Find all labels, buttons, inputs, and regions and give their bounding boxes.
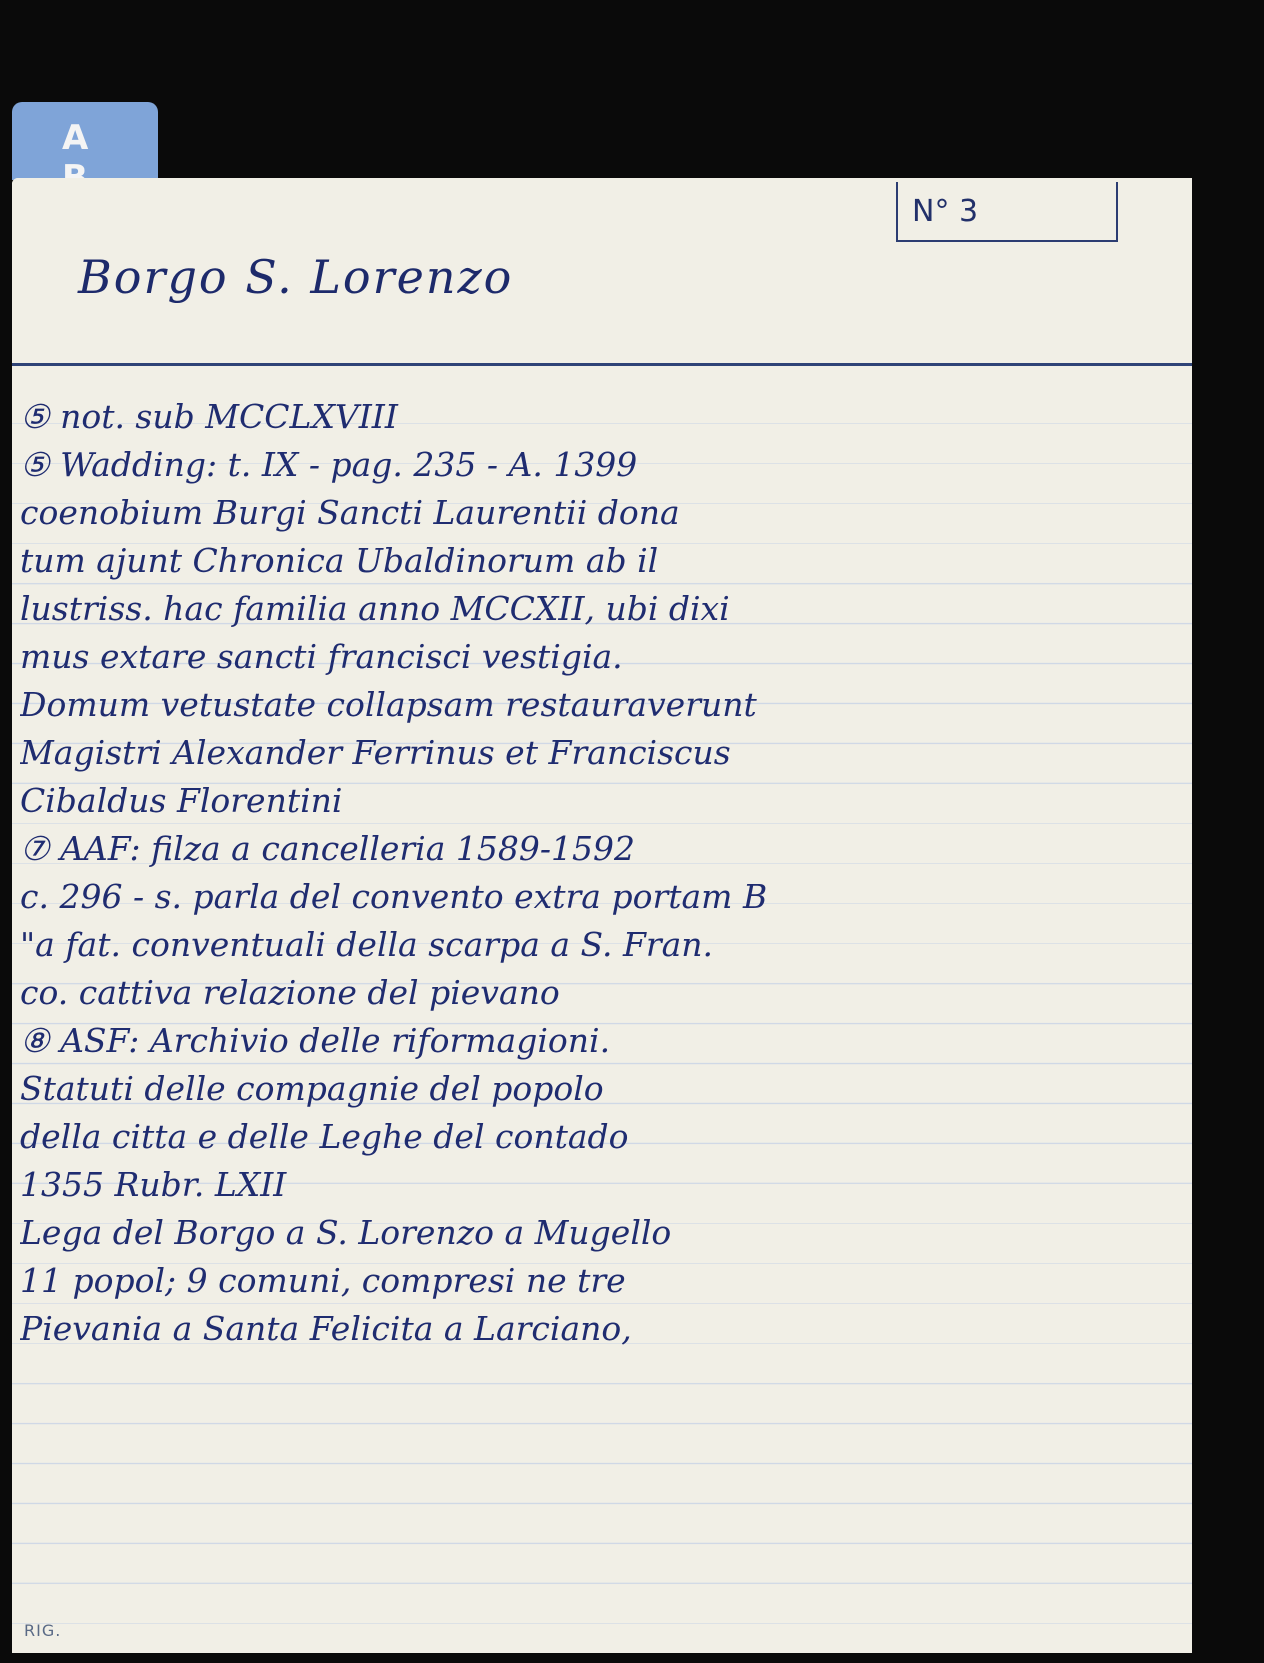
- body-line: Statuti delle compagnie del popolo: [20, 1069, 604, 1108]
- body-line: Lega del Borgo a S. Lorenzo a Mugello: [20, 1213, 672, 1252]
- body-line: lustriss. hac familia anno MCCXII, ubi dixi: [20, 589, 730, 628]
- body-line: ⑧ ASF: Archivio delle riformagioni.: [20, 1021, 611, 1060]
- body-line: mus extare sancti francisci vestigia.: [20, 637, 623, 676]
- body-line: co. cattiva relazione del pievano: [20, 973, 560, 1012]
- body-line: c. 296 - s. parla del convento extra portam B: [20, 877, 768, 916]
- card-body: [20, 393, 1180, 1353]
- body-line: della citta e delle Leghe del contado: [20, 1117, 629, 1156]
- body-line: Domum vetustate collapsam restauraverunt: [20, 685, 757, 724]
- body-line: Cibaldus Florentini: [20, 781, 343, 820]
- body-line: 11 popol; 9 comuni, compresi ne tre: [20, 1261, 626, 1300]
- body-line: tum ajunt Chronica Ubaldinorum ab il: [20, 541, 659, 580]
- body-line: Pievania a Santa Felicita a Larciano,: [20, 1309, 632, 1348]
- index-tab: [12, 102, 158, 180]
- tab-label: A: [62, 118, 101, 158]
- body-line: ⑤ Wadding: t. IX - pag. 235 - A. 1399: [20, 445, 638, 484]
- card-number-box: [896, 182, 1118, 242]
- printer-mark: RIG.: [24, 1621, 62, 1640]
- body-line: ⑦ AAF: filza a cancelleria 1589-1592: [20, 829, 636, 868]
- card-number: N° 3: [912, 194, 979, 229]
- body-line: 1355 Rubr. LXII: [20, 1165, 287, 1204]
- card-title: Borgo S. Lorenzo: [78, 250, 514, 304]
- body-line: Magistri Alexander Ferrinus et Franciscus: [20, 733, 731, 772]
- body-line: ⑤ not. sub MCCLXVIII: [20, 397, 398, 436]
- index-card: [12, 178, 1192, 1653]
- body-line: "a fat. conventuali della scarpa a S. Fran.: [20, 925, 714, 964]
- body-line: coenobium Burgi Sancti Laurentii dona: [20, 493, 680, 532]
- header-divider: [12, 363, 1192, 366]
